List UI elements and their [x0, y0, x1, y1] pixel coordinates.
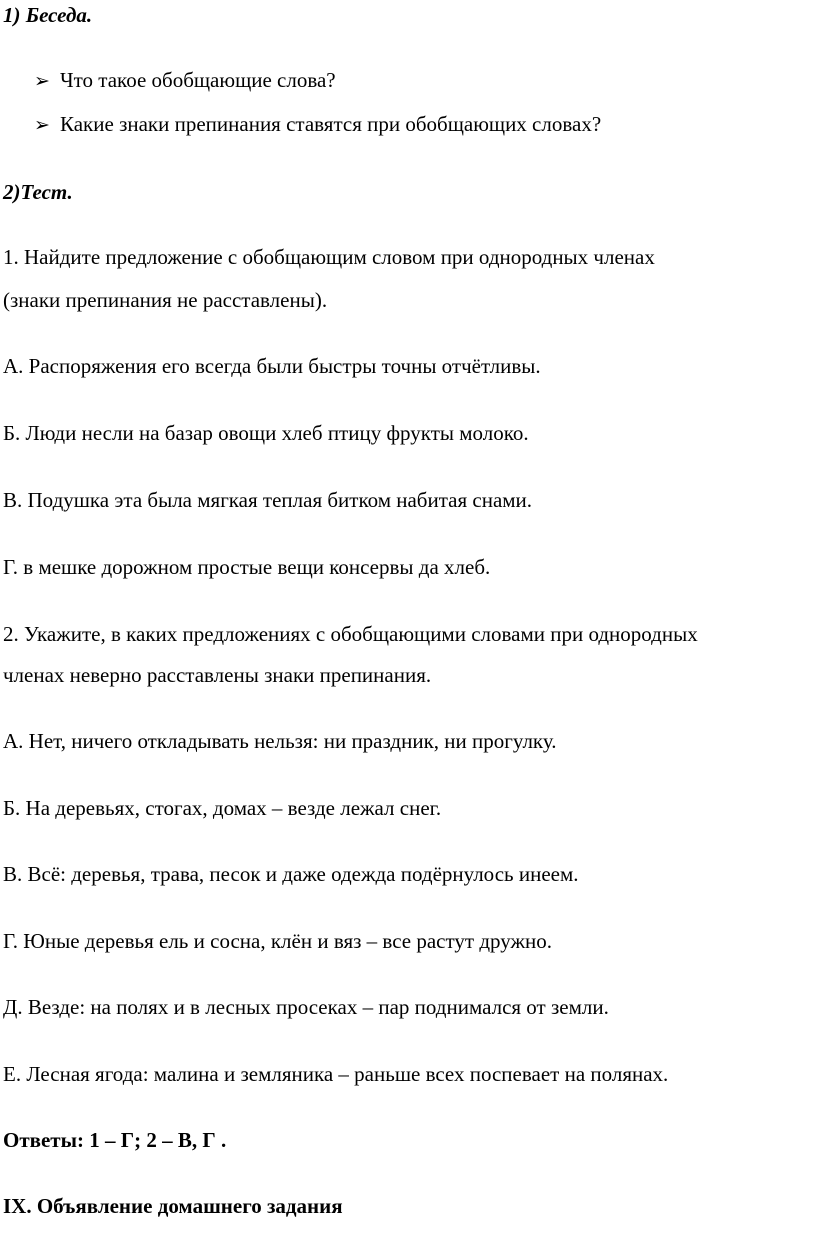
- bullet-text: Какие знаки препинания ставятся при обобщающих словах?: [60, 112, 602, 136]
- question-1-line-2: (знаки препинания не расставлены).: [3, 288, 328, 312]
- q1-option-a: А. Распоряжения его всегда были быстры точны отчётливы.: [3, 354, 541, 378]
- q2-option-g: Г. Юные деревья ель и сосна, клён и вяз – все растут дружно.: [3, 929, 552, 953]
- q2-option-d: Д. Везде: на полях и в лесных просеках – пар поднимался от земли.: [3, 995, 609, 1019]
- q1-option-b: Б. Люди несли на базар овощи хлеб птицу фрукты молоко.: [3, 421, 529, 445]
- answers-line: Ответы: 1 – Г; 2 – В, Г .: [3, 1128, 227, 1152]
- question-1-line-1: 1. Найдите предложение с обобщающим словом при однородных членах: [3, 245, 655, 269]
- section-heading-test: 2)Тест.: [3, 180, 73, 204]
- q2-option-b: Б. На деревьях, стогах, домах – везде лежал снег.: [3, 796, 442, 820]
- q2-option-e: Е. Лесная ягода: малина и земляника – раньше всех поспевает на полянах.: [3, 1062, 669, 1086]
- q2-option-v: В. Всё: деревья, трава, песок и даже одежда подёрнулось инеем.: [3, 862, 579, 886]
- bullet-text: Что такое обобщающие слова?: [60, 68, 336, 92]
- arrowhead-bullet-icon: ➢: [34, 71, 50, 92]
- q2-option-a: А. Нет, ничего откладывать нельзя: ни праздник, ни прогулку.: [3, 729, 557, 753]
- section-heading-conversation: 1) Беседа.: [3, 3, 93, 27]
- q1-option-g: Г. в мешке дорожном простые вещи консервы да хлеб.: [3, 555, 491, 579]
- question-2-line-1: 2. Укажите, в каких предложениях с обобщающими словами при однородных: [3, 622, 698, 646]
- bullet-item: [34, 68, 336, 94]
- arrowhead-bullet-icon: ➢: [34, 115, 50, 136]
- section-heading-homework: IX. Объявление домашнего задания: [3, 1194, 343, 1218]
- bullet-item: [34, 112, 601, 138]
- q1-option-v: В. Подушка эта была мягкая теплая битком набитая снами.: [3, 488, 533, 512]
- question-2-line-2: членах неверно расставлены знаки препинания.: [3, 663, 432, 687]
